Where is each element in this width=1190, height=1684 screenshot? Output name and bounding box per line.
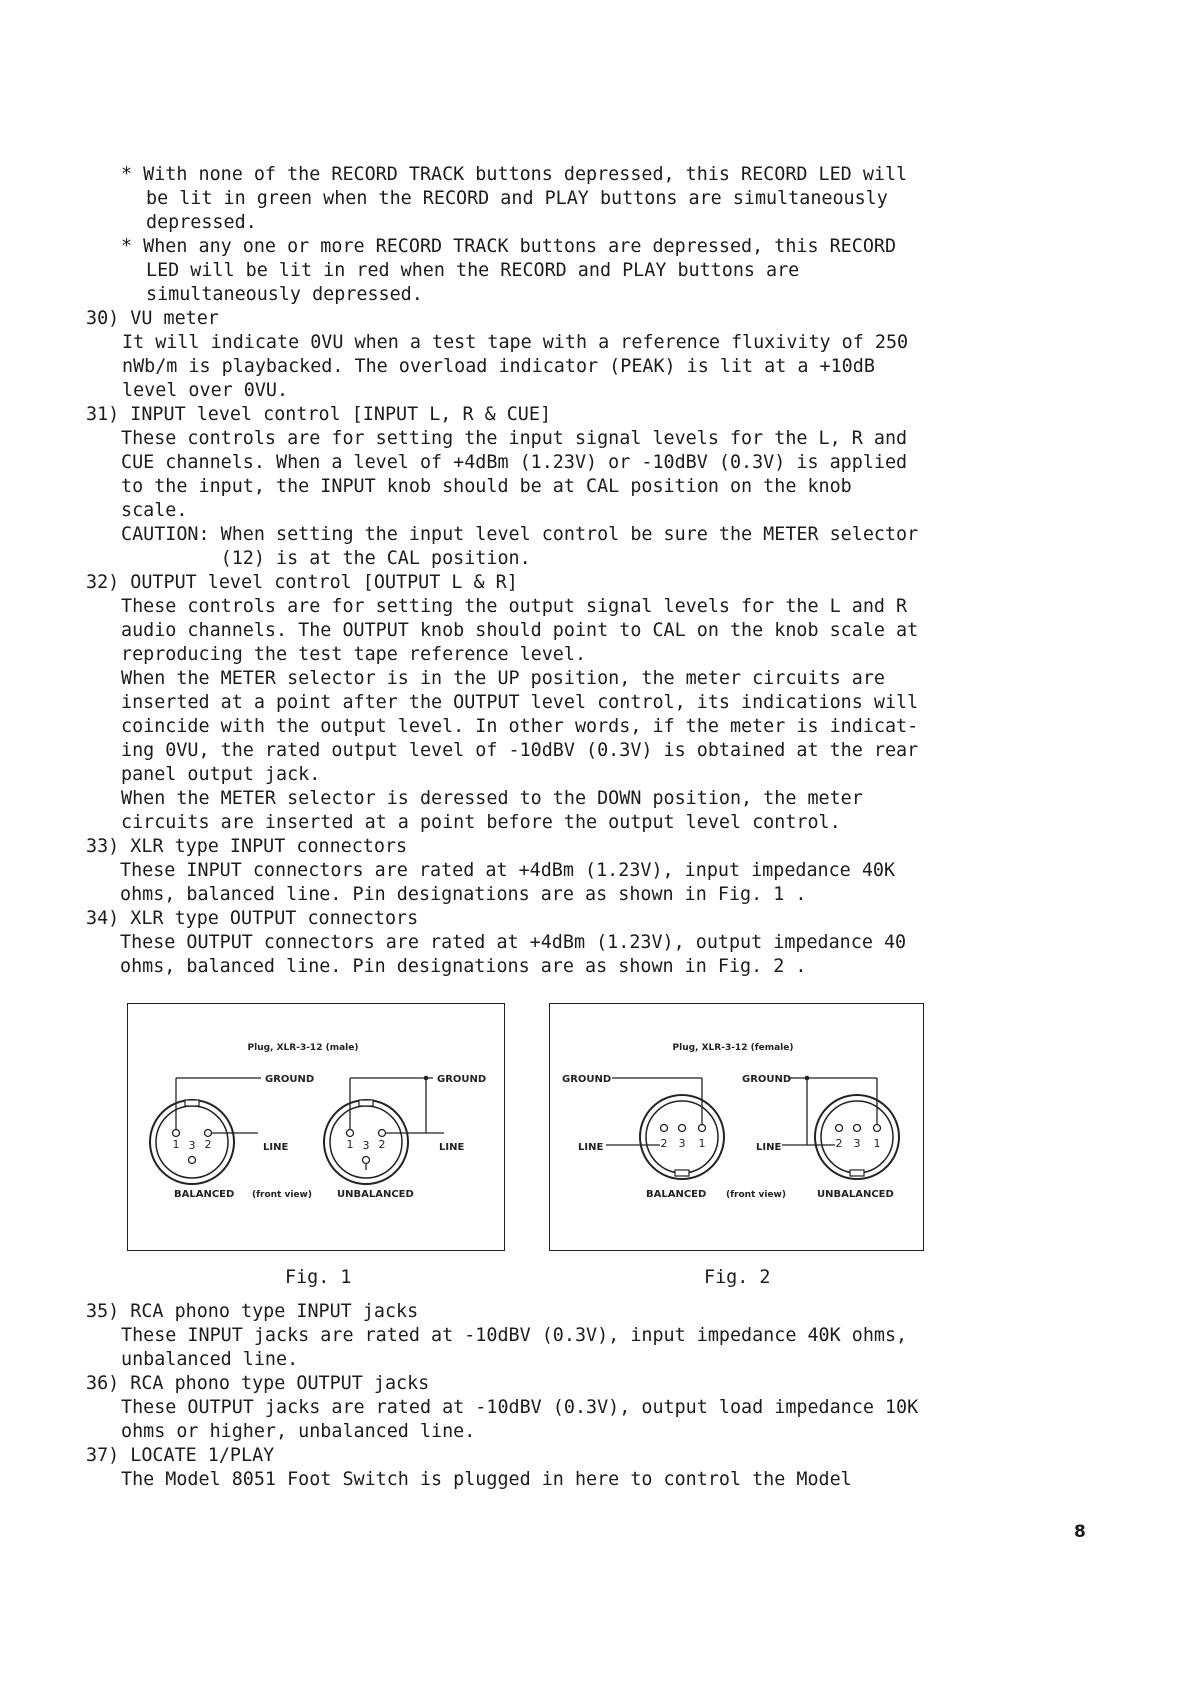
- fig2-unbalanced-pin-2: [836, 1125, 843, 1132]
- item-30-line-2: nWb/m is playbacked. The overload indicator (PEAK) is lit at a +10dB: [122, 356, 875, 377]
- fig2-line-label-right: LINE: [756, 1142, 782, 1153]
- item-37-heading: 37) LOCATE 1/PLAY: [86, 1445, 275, 1466]
- item-30-heading: 30) VU meter: [86, 308, 219, 329]
- item-32-line-3: reproducing the test tape reference level.: [121, 644, 587, 665]
- fig1-unbalanced-pin-3: [363, 1157, 370, 1164]
- fig2-caption: Fig. 2: [704, 1267, 771, 1288]
- fig1-title: Plug, XLR-3-12 (male): [247, 1043, 359, 1053]
- item-36-heading: 36) RCA phono type OUTPUT jacks: [86, 1373, 430, 1394]
- caution-line-1: CAUTION: When setting the input level control be sure the METER selector: [121, 524, 919, 545]
- fig1-line-label-right: LINE: [439, 1142, 465, 1153]
- fig2-balanced-pin-2: [661, 1125, 668, 1132]
- bullet-2-line-2: LED will be lit in red when the RECORD and PLAY buttons are: [146, 260, 800, 281]
- bullet-2-line-3: simultaneously depressed.: [146, 284, 423, 305]
- fig2-unbalanced-pin-3: [854, 1125, 861, 1132]
- item-31-line-1: These controls are for setting the input signal levels for the L, R and: [121, 428, 908, 449]
- fig2-front-view-label: (front view): [726, 1190, 786, 1200]
- fig2-line-label-left: LINE: [578, 1142, 604, 1153]
- fig2-balanced-pin-1: [699, 1125, 706, 1132]
- fig1-unbalanced-key: [359, 1100, 373, 1106]
- fig1-front-view-label: (front view): [252, 1190, 312, 1200]
- fig2-unbalanced-key: [850, 1170, 864, 1176]
- fig2-b-pin2-label: 2: [660, 1137, 668, 1150]
- fig1-caption: Fig. 1: [285, 1267, 352, 1288]
- fig1-u-pin1-label: 1: [346, 1138, 354, 1151]
- fig2-b-pin1-label: 1: [698, 1137, 706, 1150]
- item-34-heading: 34) XLR type OUTPUT connectors: [86, 908, 419, 929]
- item-32-line-2: audio channels. The OUTPUT knob should point to CAL on the knob scale at: [121, 620, 919, 641]
- fig1-u-pin2-label: 2: [378, 1138, 386, 1151]
- fig2-u-pin1-label: 1: [873, 1137, 881, 1150]
- item-33-heading: 33) XLR type INPUT connectors: [86, 836, 408, 857]
- fig1-unbalanced-pin-2: [379, 1130, 386, 1137]
- item-32-line-9: When the METER selector is deressed to the DOWN position, the meter: [121, 788, 863, 809]
- item-32-line-7: ing 0VU, the rated output level of -10dBV (0.3V) is obtained at the rear: [121, 740, 919, 761]
- fig2-balanced-label: BALANCED: [646, 1189, 707, 1200]
- item-32-line-5: inserted at a point after the OUTPUT level control, its indications will: [121, 692, 919, 713]
- fig1-line-label-left: LINE: [263, 1142, 289, 1153]
- page-number: 8: [1074, 1522, 1086, 1542]
- fig1-ground-label-left: GROUND: [265, 1074, 315, 1085]
- item-34-line-2: ohms, balanced line. Pin designations are as shown in Fig. 2 .: [120, 956, 807, 977]
- item-37-line-1: The Model 8051 Foot Switch is plugged in here to control the Model: [121, 1469, 852, 1490]
- fig2-balanced-pin-3: [679, 1125, 686, 1132]
- bullet-2-line-1: * When any one or more RECORD TRACK buttons are depressed, this RECORD: [121, 236, 897, 257]
- item-31-line-2: CUE channels. When a level of +4dBm (1.23V) or -10dBV (0.3V) is applied: [121, 452, 908, 473]
- fig2-u-pin2-label: 2: [835, 1137, 843, 1150]
- item-32-line-1: These controls are for setting the output signal levels for the L and R: [121, 596, 908, 617]
- fig2-unbalanced-label: UNBALANCED: [817, 1189, 894, 1200]
- item-31-line-3: to the input, the INPUT knob should be at CAL position on the knob: [121, 476, 852, 497]
- item-32-line-4: When the METER selector is in the UP position, the meter circuits are: [121, 668, 885, 689]
- fig1-balanced-pin-1: [173, 1130, 180, 1137]
- fig2-balanced-key: [675, 1170, 689, 1176]
- item-30-line-1: It will indicate 0VU when a test tape with a reference fluxivity of 250: [122, 332, 909, 353]
- item-34-line-1: These OUTPUT connectors are rated at +4dBm (1.23V), output impedance 40: [120, 932, 907, 953]
- bullet-1-line-1: * With none of the RECORD TRACK buttons depressed, this RECORD LED will: [121, 164, 908, 185]
- fig1-balanced-pin-2: [205, 1130, 212, 1137]
- item-35-line-1: These INPUT jacks are rated at -10dBV (0.3V), input impedance 40K ohms,: [121, 1325, 908, 1346]
- fig1-b-pin3-label: 3: [188, 1139, 196, 1152]
- fig1-balanced-label: BALANCED: [174, 1189, 235, 1200]
- figure-1-diagram: [128, 1004, 506, 1252]
- item-32-line-10: circuits are inserted at a point before the output level control.: [121, 812, 841, 833]
- bullet-1-line-3: depressed.: [146, 212, 257, 233]
- fig1-u-pin3-label: 3: [362, 1139, 370, 1152]
- bullet-1-line-2: be lit in green when the RECORD and PLAY buttons are simultaneously: [146, 188, 888, 209]
- item-31-heading: 31) INPUT level control [INPUT L, R & CUE]: [86, 404, 552, 425]
- item-36-line-1: These OUTPUT jacks are rated at -10dBV (0.3V), output load impedance 10K: [121, 1397, 919, 1418]
- fig1-balanced-pin-3: [189, 1157, 196, 1164]
- item-35-heading: 35) RCA phono type INPUT jacks: [86, 1301, 419, 1322]
- fig1-b-pin2-label: 2: [204, 1138, 212, 1151]
- fig1-balanced-key: [185, 1100, 199, 1106]
- fig1-b-pin1-label: 1: [172, 1138, 180, 1151]
- item-35-line-2: unbalanced line.: [121, 1349, 299, 1370]
- figure-1-box: [127, 1003, 505, 1251]
- item-33-line-1: These INPUT connectors are rated at +4dBm (1.23V), input impedance 40K: [120, 860, 896, 881]
- fig2-ground-label-left: GROUND: [562, 1074, 612, 1085]
- item-36-line-2: ohms or higher, unbalanced line.: [121, 1421, 476, 1442]
- item-32-line-6: coincide with the output level. In other words, if the meter is indicat-: [121, 716, 919, 737]
- fig2-unbalanced-pin-1: [874, 1125, 881, 1132]
- item-30-line-3: level over 0VU.: [122, 380, 289, 401]
- caution-line-2: (12) is at the CAL position.: [121, 548, 531, 569]
- fig1-unbalanced-pin-1: [347, 1130, 354, 1137]
- item-31-line-4: scale.: [121, 500, 188, 521]
- fig2-u-pin3-label: 3: [853, 1137, 861, 1150]
- item-32-heading: 32) OUTPUT level control [OUTPUT L & R]: [86, 572, 518, 593]
- item-32-line-8: panel output jack.: [121, 764, 321, 785]
- figure-2-diagram: [550, 1004, 925, 1252]
- fig2-ground-label-right: GROUND: [742, 1074, 792, 1085]
- figure-2-box: [549, 1003, 924, 1251]
- fig1-unbalanced-label: UNBALANCED: [337, 1189, 414, 1200]
- fig2-b-pin3-label: 3: [678, 1137, 686, 1150]
- fig2-title: Plug, XLR-3-12 (female): [672, 1043, 794, 1053]
- item-33-line-2: ohms, balanced line. Pin designations are as shown in Fig. 1 .: [120, 884, 807, 905]
- fig1-ground-label-right: GROUND: [437, 1074, 487, 1085]
